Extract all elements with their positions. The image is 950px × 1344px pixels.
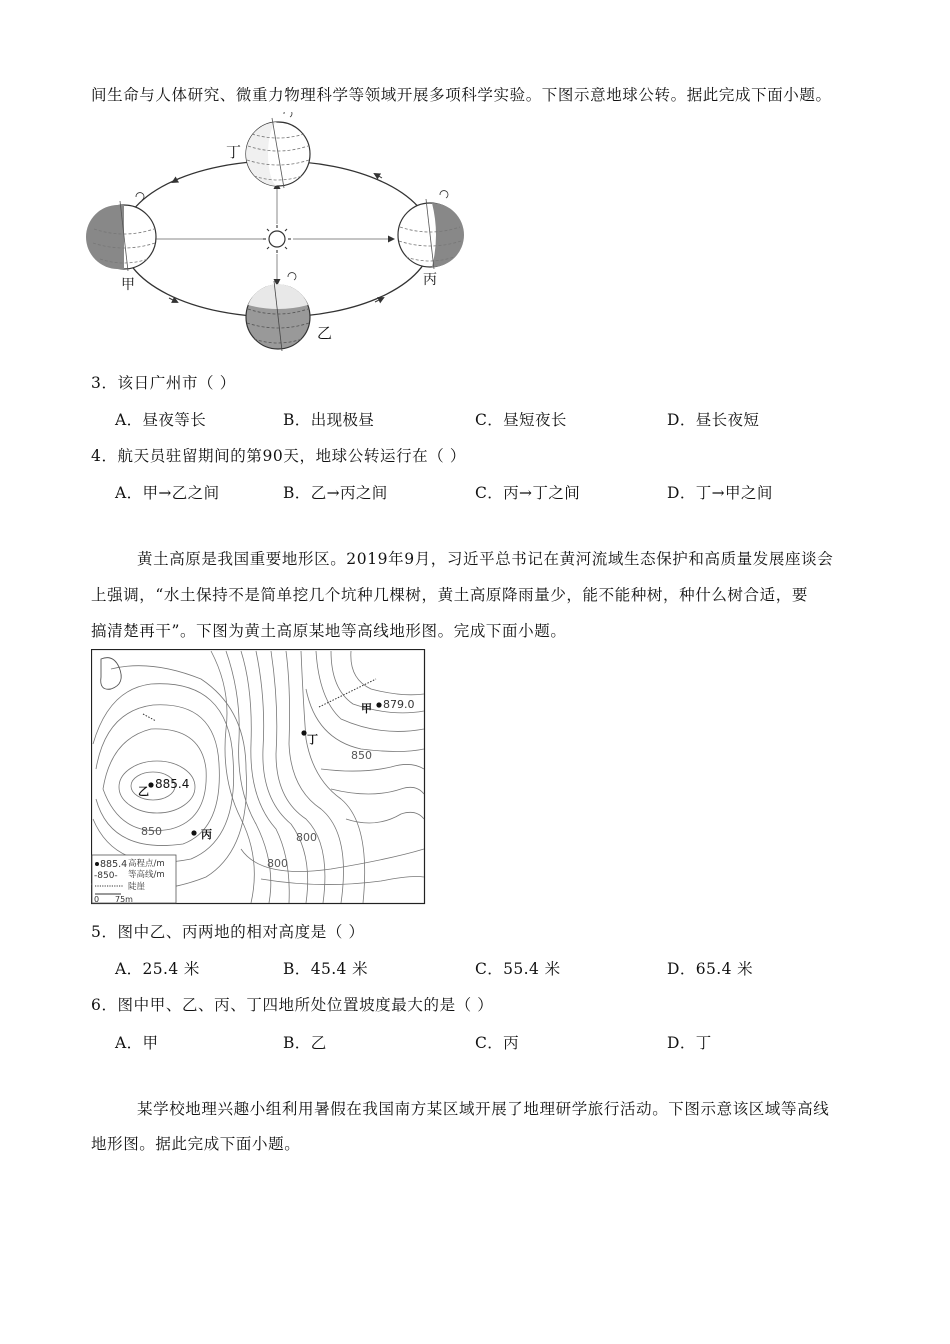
q4-option-b[interactable]: B．乙→丙之间 xyxy=(283,484,388,502)
q5-option-c[interactable]: C．55.4 米 xyxy=(475,960,561,978)
label-bing: 丙 xyxy=(201,828,212,841)
contour-map-figure xyxy=(91,649,426,905)
q6-stem: 6．图中甲、乙、丙、丁四地所处位置坡度最大的是（ ） xyxy=(91,996,494,1014)
q5-option-a[interactable]: A．25.4 米 xyxy=(115,960,200,978)
q4-option-a[interactable]: A．甲→乙之间 xyxy=(115,484,220,502)
q3-option-c[interactable]: C．昼短夜长 xyxy=(475,411,567,429)
q4-option-c[interactable]: C．丙→丁之间 xyxy=(475,484,581,502)
q6-option-d[interactable]: D．丁 xyxy=(667,1034,712,1052)
earth-yi xyxy=(246,273,310,351)
elevation-jia: 879.0 xyxy=(383,698,415,711)
intro-text: 间生命与人体研究、微重力物理科学等领域开展多项科学实验。下图示意地球公转。据此完成下面小题。 xyxy=(91,86,832,104)
svg-text:等高线/m: 等高线/m xyxy=(128,870,165,880)
svg-text:陡崖: 陡崖 xyxy=(128,882,146,892)
map-legend xyxy=(92,855,176,904)
q5-stem: 5．图中乙、丙两地的相对高度是（ ） xyxy=(91,923,365,941)
q5-option-b[interactable]: B．45.4 米 xyxy=(283,960,369,978)
q3-option-d[interactable]: D．昼长夜短 xyxy=(667,411,760,429)
orbit-arrow xyxy=(375,174,382,178)
label-jia: 甲 xyxy=(121,277,135,293)
label-jia: 甲 xyxy=(361,702,372,715)
passage2-line3: 搞清楚再干”。下图为黄土高原某地等高线地形图。完成下面小题。 xyxy=(91,622,567,640)
passage2-line1: 黄土高原是我国重要地形区。2019年9月，习近平总书记在黄河流域生态保护和高质量发展座谈会 xyxy=(137,550,834,568)
earth-ding xyxy=(246,112,310,188)
svg-text:75m: 75m xyxy=(115,895,133,904)
svg-text:-850-: -850- xyxy=(94,871,118,881)
passage3-line2: 地形图。据此完成下面小题。 xyxy=(91,1135,301,1153)
contour-label: 850 xyxy=(351,749,372,762)
q3-option-b[interactable]: B．出现极昼 xyxy=(283,411,375,429)
earth-jia xyxy=(86,193,156,271)
contour-label: 850 xyxy=(141,825,162,838)
q6-option-c[interactable]: C．丙 xyxy=(475,1034,520,1052)
q4-stem: 4．航天员驻留期间的第90天，地球公转运行在（ ） xyxy=(91,447,467,465)
q3-option-a[interactable]: A．昼夜等长 xyxy=(115,411,207,429)
point-yi xyxy=(148,782,153,787)
passage3-line1: 某学校地理兴趣小组利用暑假在我国南方某区域开展了地理研学旅行活动。下图示意该区域等高线 xyxy=(137,1100,830,1118)
label-ding: 丁 xyxy=(226,143,242,161)
contour-label: 800 xyxy=(267,857,288,870)
q3-stem: 3．该日广州市（ ） xyxy=(91,374,236,392)
label-ding: 丁 xyxy=(307,733,318,746)
label-yi: 乙 xyxy=(138,785,149,798)
point-bing xyxy=(191,830,196,835)
sun-icon xyxy=(263,225,291,253)
label-bing: 丙 xyxy=(423,272,437,288)
q6-option-b[interactable]: B．乙 xyxy=(283,1034,327,1052)
svg-text:885.4: 885.4 xyxy=(100,859,128,870)
svg-text:0: 0 xyxy=(94,895,100,904)
earth-revolution-figure xyxy=(85,112,470,357)
svg-text:高程点/m: 高程点/m xyxy=(128,859,165,869)
elevation-yi: 885.4 xyxy=(155,777,190,791)
passage2-line2: 上强调，“水土保持不是简单挖几个坑种几棵树，黄土高原降雨量少，能不能种树，种什么树合适，要 xyxy=(91,586,808,604)
point-jia xyxy=(376,702,381,707)
label-yi: 乙 xyxy=(317,324,333,342)
point-ding xyxy=(301,730,306,735)
contour-label: 800 xyxy=(296,831,317,844)
q4-option-d[interactable]: D．丁→甲之间 xyxy=(667,484,773,502)
q5-option-d[interactable]: D．65.4 米 xyxy=(667,960,754,978)
q6-option-a[interactable]: A．甲 xyxy=(115,1034,159,1052)
earth-bing xyxy=(398,191,464,269)
